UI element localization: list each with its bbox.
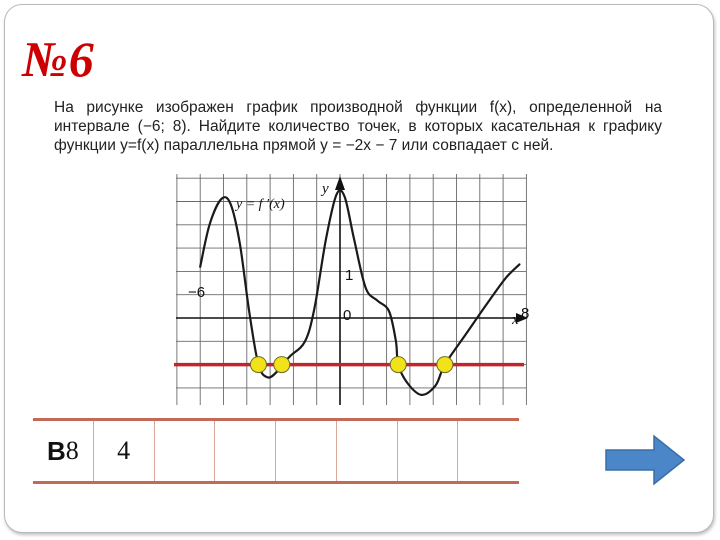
problem-text: На рисунке изображен график производной функции f(x), определенной на интервале (−6; 8). Найдите количество точек, в которых касательная к графику функции y=f(x) параллельна прямой y = −2x − 7 или совпадает с ней. — [54, 99, 662, 154]
task-number: №6 — [22, 31, 95, 87]
intersection-marker — [274, 357, 290, 373]
answer-empty-cell — [155, 421, 216, 481]
intersection-marker — [390, 357, 406, 373]
y-axis-label: y — [322, 181, 329, 197]
answer-label-cell — [33, 421, 94, 481]
answer-label-number: 8 — [65, 436, 79, 465]
right-arrow-icon — [604, 434, 686, 486]
axes — [176, 176, 528, 405]
intersection-marker — [250, 357, 266, 373]
answer-empty-cell — [458, 421, 519, 481]
label-one: 1 — [345, 267, 354, 284]
answer-empty-cell — [398, 421, 459, 481]
label-eight: 8 — [521, 305, 530, 322]
answer-empty-cell — [337, 421, 398, 481]
grid — [176, 174, 526, 405]
label-minus-six: −6 — [188, 284, 206, 301]
answer-empty-cell — [215, 421, 276, 481]
answer-table — [33, 418, 519, 484]
label-zero: 0 — [343, 307, 352, 324]
x-axis-label: x — [512, 312, 519, 328]
answer-label-prefix: B — [46, 435, 66, 466]
next-slide-button[interactable] — [604, 434, 686, 486]
answer-empty-cell — [276, 421, 337, 481]
intersection-marker — [437, 357, 453, 373]
curve-label: y = f ′(x) — [236, 197, 285, 212]
answer-value-cell: 4 — [94, 421, 155, 481]
